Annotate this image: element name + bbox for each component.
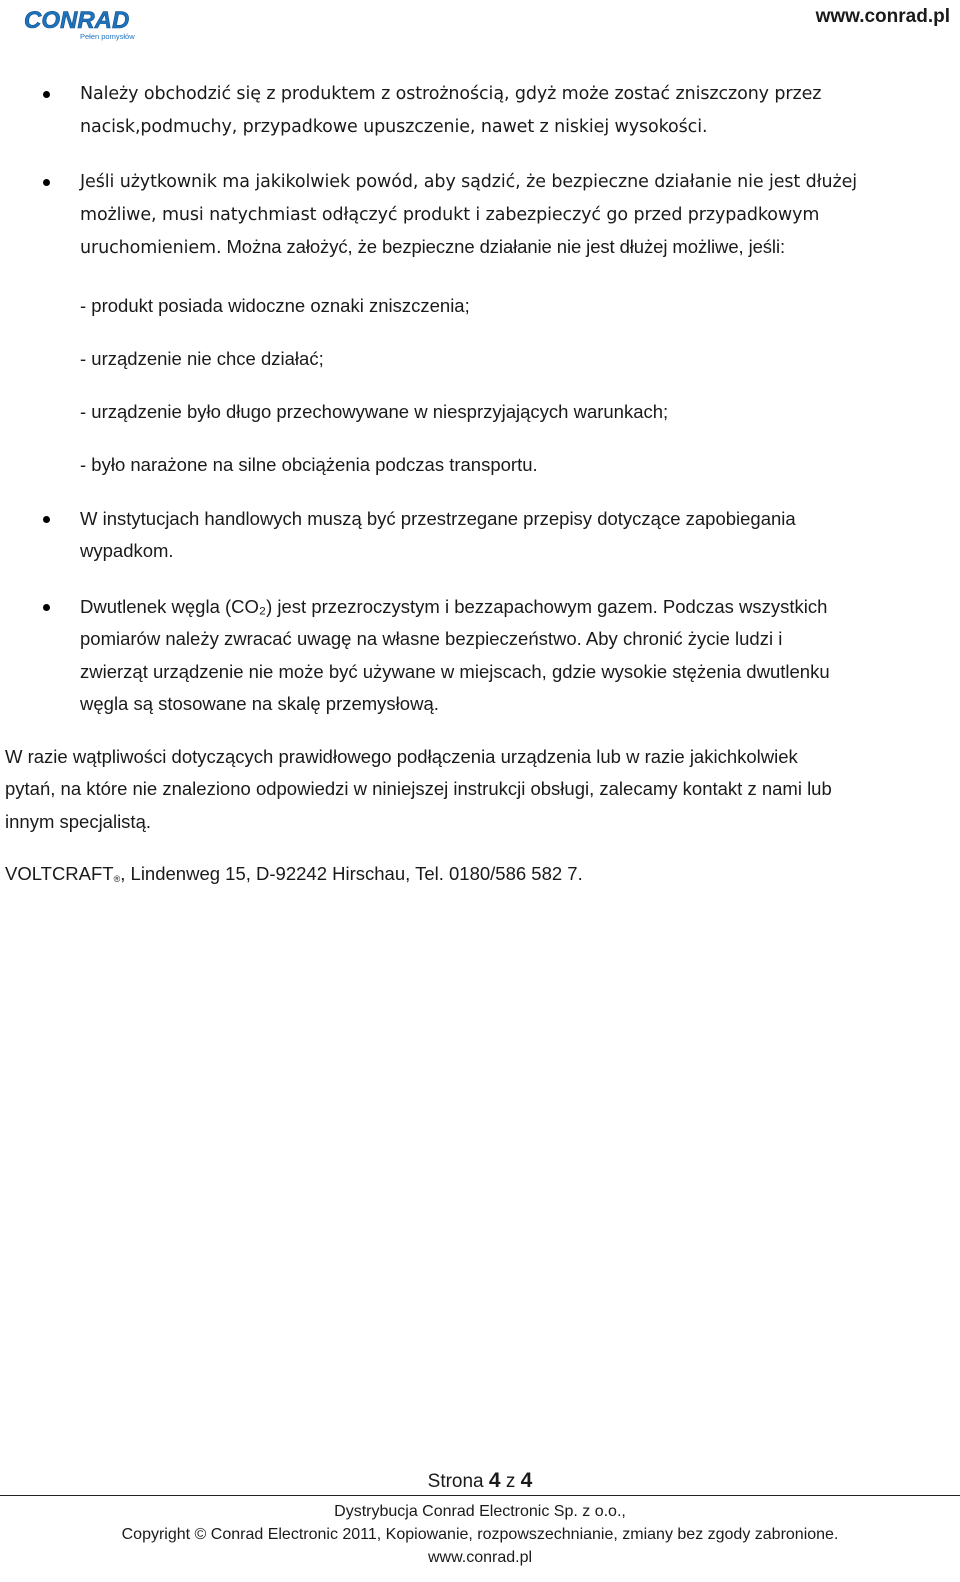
footer-distributor: Dystrybucja Conrad Electronic Sp. z o.o.,	[334, 1503, 626, 1520]
header-site-url[interactable]: www.conrad.pl	[815, 6, 950, 27]
total-pages: 4	[520, 1469, 533, 1492]
conrad-logo	[22, 6, 144, 42]
document-body	[0, 78, 960, 894]
footer-url[interactable]: www.conrad.pl	[427, 1549, 533, 1566]
paragraph-line: innym specjalistą.	[5, 810, 152, 832]
logo-wordmark: CONRAD	[24, 7, 130, 34]
address-text: , Lindenweg 15, D-92242 Hirschau, Tel. 0180/586 582 7.	[120, 863, 583, 884]
bullet-line: W instytucjach handlowych muszą być przestrzegane przepisy dotyczące zapobiegania	[80, 507, 796, 529]
registered-mark: ®	[113, 874, 121, 884]
contact-paragraph	[0, 741, 960, 839]
bullet-handling-care	[0, 78, 960, 143]
bullet-line-part: Można założyć, że bezpieczne działanie nie jest dłużej możliwe, jeśli:	[221, 236, 785, 257]
brand-name: VOLTCRAFT	[5, 863, 114, 884]
bullet-line-part: uruchomieniem.	[80, 238, 222, 258]
logo-tagline: Pełen pomysłów	[80, 32, 135, 41]
bullet-line: nacisk,podmuchy, przypadkowe upuszczenie, nawet z niskiej wysokości.	[80, 116, 708, 137]
paragraph-line: pytań, na które nie znaleziono odpowiedzi w niniejszej instrukcji obsługi, zalecamy kontakt z nami lub	[5, 778, 832, 799]
bullet-co2-warning	[0, 591, 960, 721]
page-separator: z	[500, 1471, 521, 1492]
condition-item: - urządzenie było długo przechowywane w niesprzyjających warunkach;	[80, 400, 669, 422]
bullet-line: pomiarów należy zwracać uwagę na własne bezpieczeństwo. Aby chronić życie ludzi i	[80, 628, 783, 649]
bullet-line: Należy obchodzić się z produktem z ostrożnością, gdyż może zostać zniszczony przez	[80, 84, 822, 104]
bullet-line: możliwe, musi natychmiast odłączyć produkt i zabezpieczyć go przed przypadkowym	[80, 204, 820, 225]
bullet-line	[80, 231, 940, 265]
footer-copyright: Copyright © Conrad Electronic 2011, Kopiowanie, rozpowszechnianie, zmiany bez zgody zabronione.	[121, 1526, 839, 1543]
footer-divider	[0, 1495, 960, 1496]
condition-item: - produkt posiada widoczne oznaki zniszczenia;	[80, 294, 470, 316]
bullet-line: węgla są stosowane na skalę przemysłową.	[80, 693, 439, 714]
page-number	[0, 1466, 960, 1497]
bullet-line: Jeśli użytkownik ma jakikolwiek powód, aby sądzić, że bezpieczne działanie nie jest dłużej	[80, 172, 858, 192]
bullet-safe-operation	[0, 166, 960, 265]
manufacturer-address	[0, 858, 960, 894]
footer-info	[0, 1500, 960, 1569]
bullet-line: zwierząt urządzenie nie może być używane w miejscach, gdzie wysokie stężenia dwutlenku	[80, 660, 830, 682]
page-label: Strona	[427, 1471, 489, 1492]
paragraph-line: W razie wątpliwości dotyczących prawidłowego podłączenia urządzenia lub w razie jakichkolwiek	[5, 745, 798, 767]
condition-item: - urządzenie nie chce działać;	[80, 347, 324, 369]
bullet-line: Dwutlenek węgla (CO₂) jest przezroczystym i bezzapachowym gazem. Podczas wszystkich	[80, 595, 828, 617]
bullet-accident-prevention	[0, 503, 960, 568]
bullet-line: wypadkom.	[80, 540, 174, 561]
current-page: 4	[488, 1469, 501, 1492]
condition-item: - było narażone na silne obciążenia podczas transportu.	[80, 453, 538, 475]
